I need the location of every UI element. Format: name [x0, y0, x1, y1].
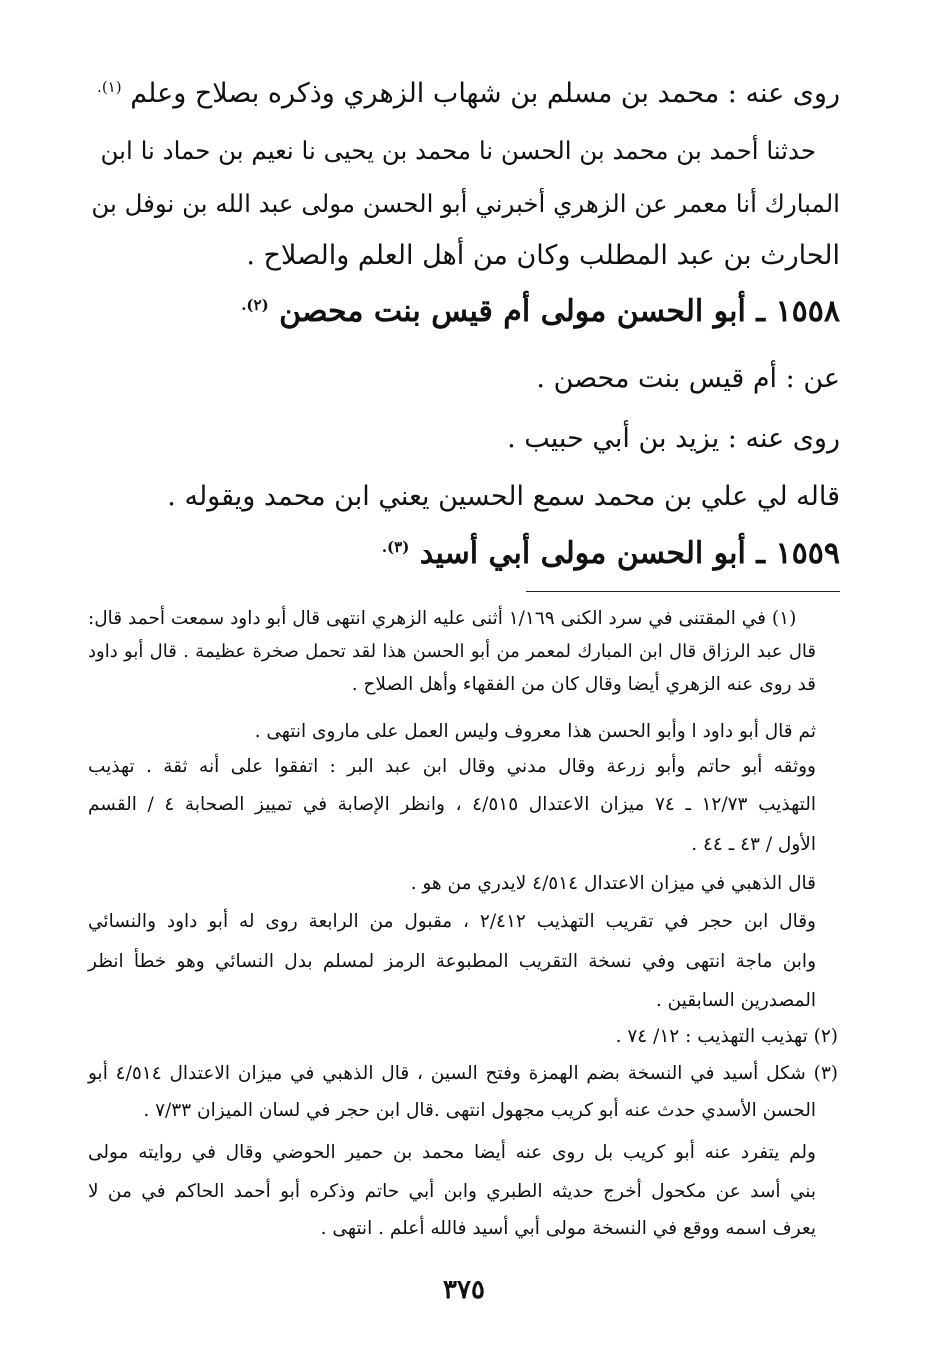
footnote-line-3: قد روى عنه الزهري أيضا وقال كان من الفقهاء وأهل الصلاح . — [351, 674, 816, 695]
footnote-line-9: وقال ابن حجر في تقريب التهذيب ٢/٤١٢ ، مقبول من الرابعة روى له أبو داود والنسائي — [88, 911, 816, 932]
footnote-line-16: بني أسد عن مكحول أخرج حديثه الطبري وابن أبي حاتم وذكره أبو أحمد الحاكم في من لا — [88, 1181, 816, 1202]
page-number: ٣٧٥ — [443, 1275, 485, 1305]
main-line-2: حدثنا أحمد بن محمد بن الحسن نا محمد بن يحيى نا نعيم بن حماد نا ابن — [100, 136, 816, 165]
footnote-line-17: يعرف اسمه ووقع في النسخة مولى أبي أسيد فالله أعلم . انتهى . — [320, 1218, 816, 1239]
entry-1558-said: قاله لي علي بن محمد سمع الحسين يعني ابن محمد ويقوله . — [167, 481, 840, 512]
footnote-line-12: (٢) تهذيب التهذيب : ١٢/ ٧٤ . — [615, 1026, 838, 1047]
footnote-separator — [526, 591, 840, 592]
footnote-line-10: وابن ماجة انتهى وفي نسخة التقريب المطبوعة الرمز لمسلم بدل النسائي وهو خطأ انظر — [88, 951, 816, 972]
entry-1558-from: عن : أم قيس بنت محصن . — [536, 363, 840, 394]
footnote-line-4: ثم قال أبو داود ا وأبو الحسن هذا معروف وليس العمل على ماروى انتهى . — [254, 721, 816, 742]
footnote-line-14: الحسن الأسدي حدث عنه أبو كريب مجهول انتهى .قال ابن حجر في لسان الميزان ٧/٣٣ . — [143, 1100, 816, 1121]
entry-1559-heading: ١٥٥٩ ـ أبو الحسن مولى أبي أسيد $^{(٣).}$ — [381, 536, 840, 571]
entry-1558-heading: ١٥٥٨ ـ أبو الحسن مولى أم قيس بنت محصن $^{(٢).}$ — [241, 294, 840, 329]
footnote-line-5: ووثقه أبو حاتم وأبو زرعة وقال مدني وقال ابن عبد البر : اتفقوا على أنه ثقة . تهذيب — [88, 756, 816, 777]
footnote-line-13: (٣) شكل أسيد في النسخة بضم الهمزة وفتح السين ، قال الذهبي في ميزان الاعتدال ٤/٥١٤ أبو — [88, 1063, 839, 1084]
footnote-line-6: التهذيب ١٢/٧٣ ـ ٧٤ ميزان الاعتدال ٤/٥١٥ ، وانظر الإصابة في تمييز الصحابة ٤ / القسم — [88, 794, 816, 815]
footnote-line-11: المصدرين السابقين . — [655, 990, 816, 1011]
footnote-line-7: الأول / ٤٣ ـ ٤٤ . — [691, 834, 816, 855]
footnote-ref-1: (١). — [97, 78, 122, 96]
main-line-4: الحارث بن عبد المطلب وكان من أهل العلم والصلاح . — [246, 240, 840, 271]
footnote-line-1: (١) في المقتنى في سرد الكنى ١/١٦٩ أثنى عليه الزهري انتهى قال أبو داود سمعت أحمد قال: — [88, 608, 797, 629]
footnote-line-15: ولم يتفرد عنه أبو كريب بل روى عنه أيضا محمد بن حمير الحوضي وقال في روايته مولى — [88, 1142, 816, 1163]
footnote-ref-3: (٣). — [381, 538, 410, 556]
footnote-ref-2: (٢). — [241, 296, 269, 314]
footnote-line-8: قال الذهبي في ميزان الاعتدال ٤/٥١٤ لايدري من هو . — [410, 873, 816, 894]
entry-1558-narrated-by: روى عنه : يزيد بن أبي حبيب . — [507, 423, 840, 454]
main-line-3: المبارك أنا معمر عن الزهري أخبرني أبو الحسن مولى عبد الله بن نوفل بن — [91, 189, 840, 218]
footnote-line-2: قال عبد الرزاق قال ابن المبارك لمعمر من أبو الحسن هذا لقد تحمل صخرة عظيمة . قال أبو داود — [88, 641, 817, 662]
main-line-1: روى عنه : محمد بن مسلم بن شهاب الزهري وذكره بصلاح وعلم $^{(١).}$ — [97, 78, 840, 109]
